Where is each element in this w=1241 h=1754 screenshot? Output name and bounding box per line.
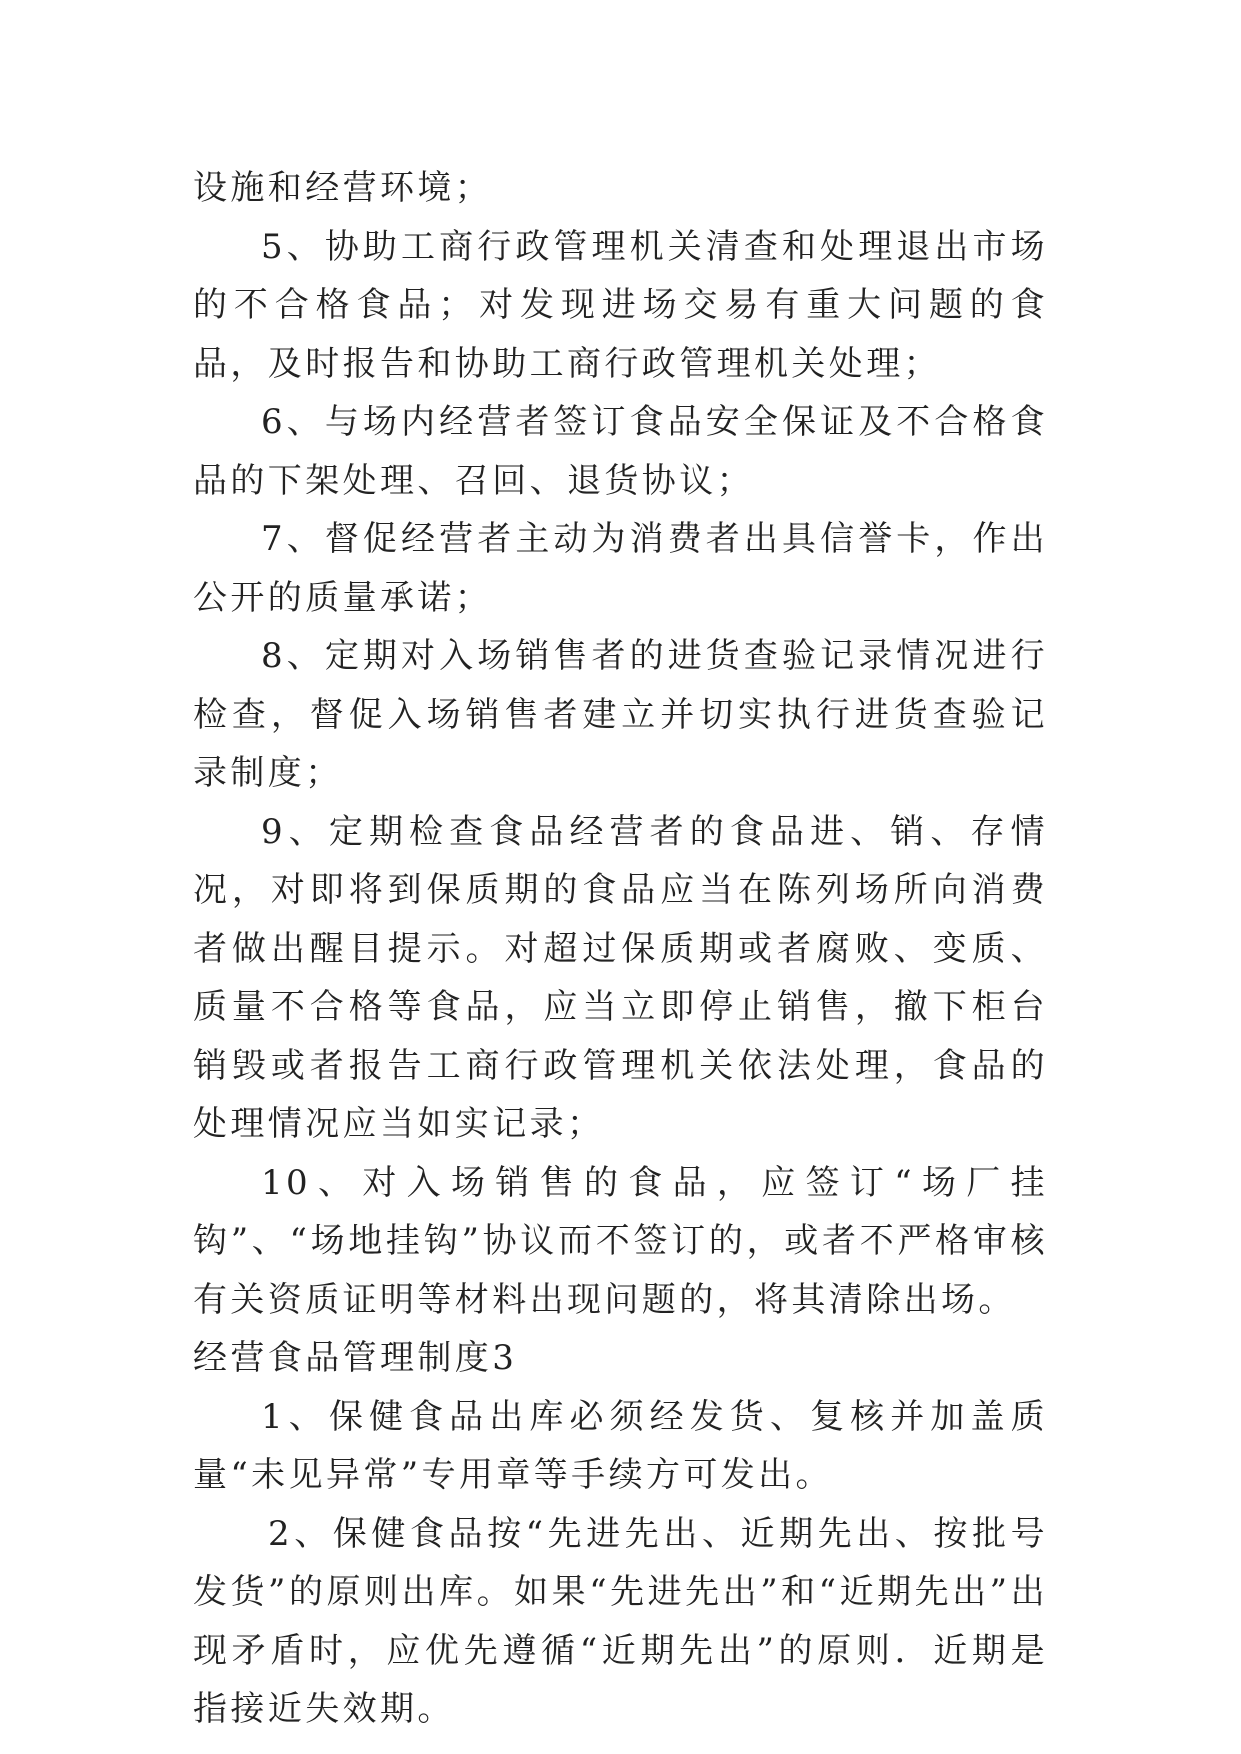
- paragraph-section3-item-2: 2、保健食品按“先进先出、近期先出、按批号发货”的原则出库。如果“先进先出”和“近期先出”出现矛盾时，应优先遵循“近期先出”的原则．近期是指接近失效期。: [193, 1513, 1048, 1729]
- paragraph-item-10: 10、对入场销售的食品，应签订“场厂挂钩”、“场地挂钩”协议而不签订的，或者不严格审核有关资质证明等材料出现问题的，将其清除出场。: [193, 1162, 1048, 1320]
- paragraph-item-5: 5、协助工商行政管理机关清查和处理退出市场的不合格食品；对发现进场交易有重大问题的食品，及时报告和协助工商行政管理机关处理；: [193, 226, 1048, 384]
- paragraph-item-7: 7、督促经营者主动为消费者出具信誉卡，作出公开的质量承诺；: [193, 519, 1048, 618]
- paragraph-item-6: 6、与场内经营者签订食品安全保证及不合格食品的下架处理、召回、退货协议；: [193, 402, 1048, 501]
- paragraph-item-9: 9、定期检查食品经营者的食品进、销、存情况，对即将到保质期的食品应当在陈列场所向消费者做出醒目提示。对超过保质期或者腐败、变质、质量不合格等食品，应当立即停止销售，撤下柜台销毁或者报告工商行政管理机关依法处理，食品的处理情况应当如实记录；: [193, 811, 1048, 1144]
- paragraph-item-8: 8、定期对入场销售者的进货查验记录情况进行检查，督促入场销售者建立并切实执行进货查验记录制度；: [193, 636, 1048, 793]
- paragraph-continuation: 设施和经营环境；: [193, 168, 493, 208]
- section-heading: 经营食品管理制度3: [193, 1338, 518, 1378]
- document-body: [193, 159, 1048, 1739]
- paragraph-section3-item-1: 1、保健食品出库必须经发货、复核并加盖质量“未见异常”专用章等手续方可发出。: [193, 1396, 1048, 1495]
